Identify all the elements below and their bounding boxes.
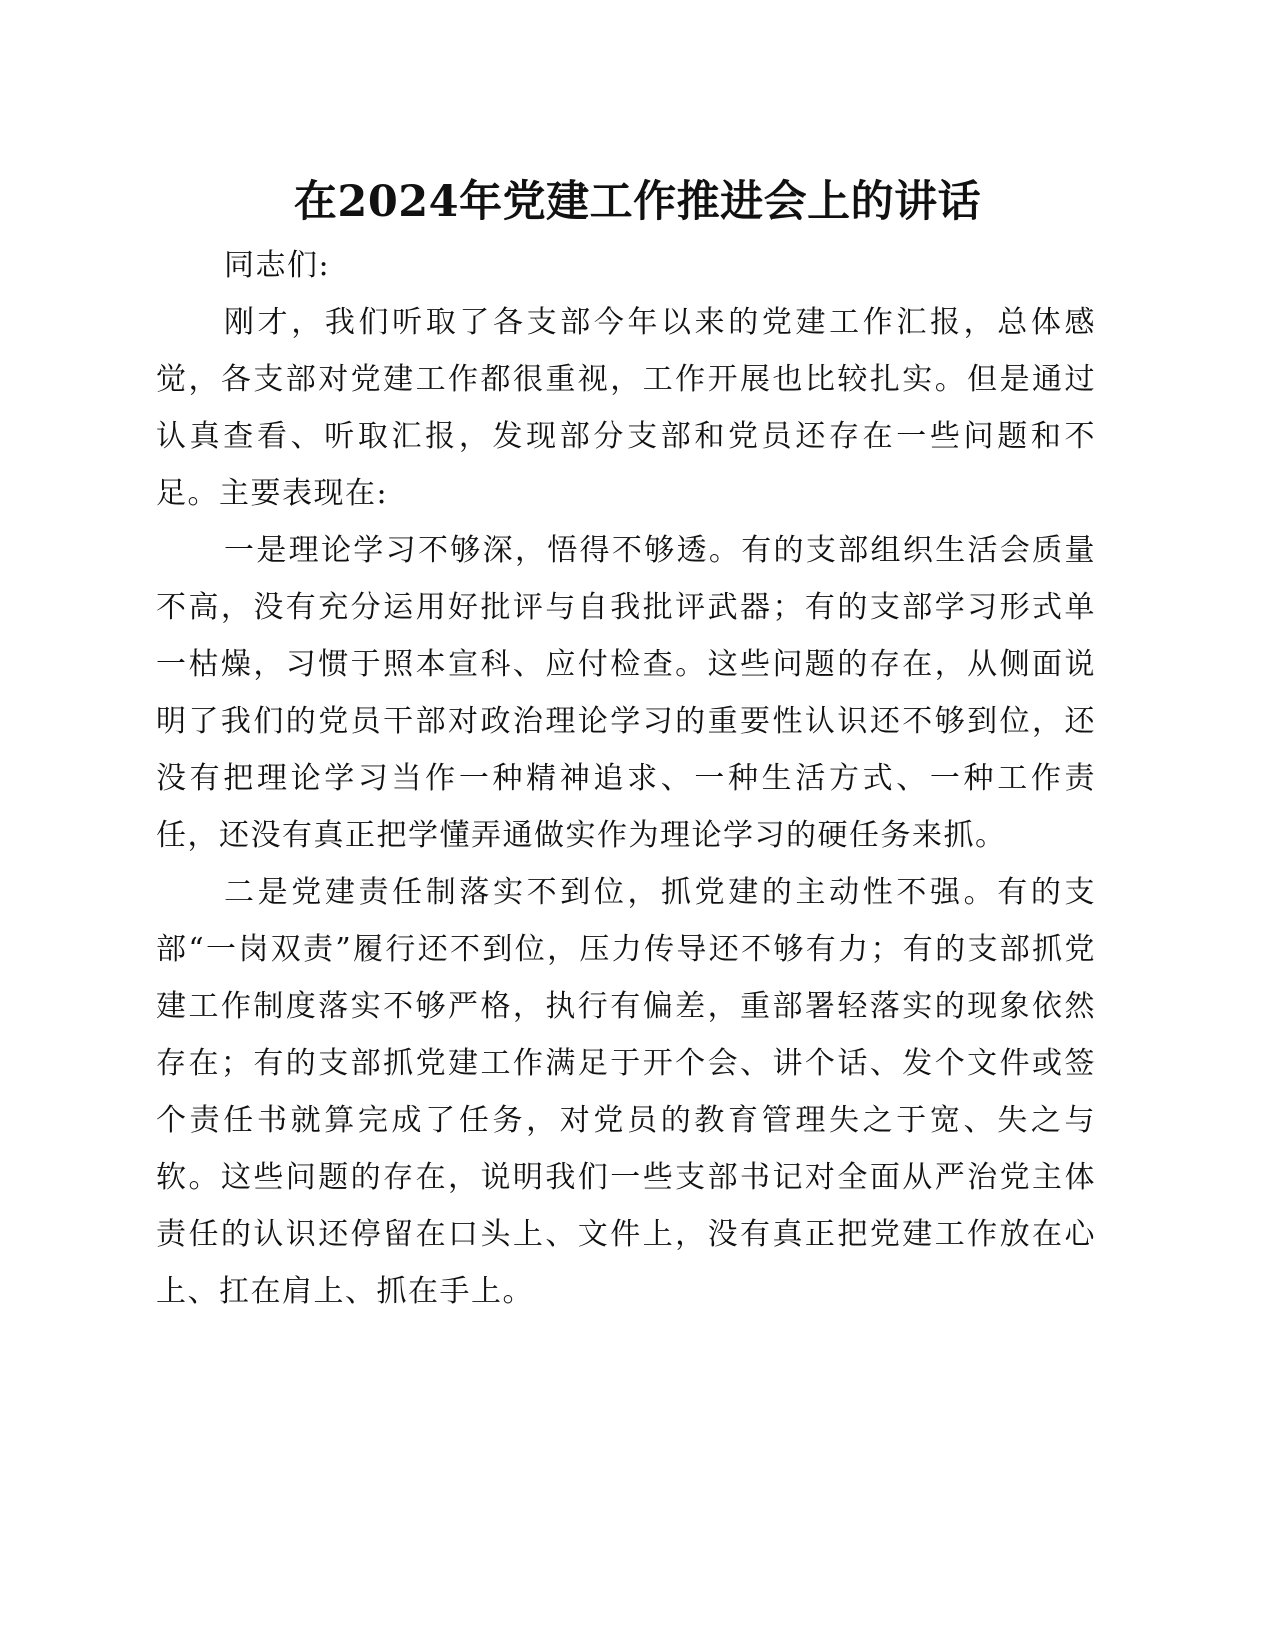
document-body <box>156 237 1096 1320</box>
paragraph-point-two: 二是党建责任制落实不到位，抓党建的主动性不强。有的支部“一岗双责”履行还不到位，压力传导还不够有力；有的支部抓党建工作制度落实不够严格，执行有偏差，重部署轻落实的现象依然存在；有的支部抓党建工作满足于开个会、讲个话、发个文件或签个责任书就算完成了任务，对党员的教育管理失之于宽、失之与软。这些问题的存在，说明我们一些支部书记对全面从严治党主体责任的认识还停留在口头上、文件上，没有真正把党建工作放在心上、扛在肩上、抓在手上。 <box>156 875 1096 1309</box>
paragraph-point-one: 一是理论学习不够深，悟得不够透。有的支部组织生活会质量不高，没有充分运用好批评与自我批评武器；有的支部学习形式单一枯燥，习惯于照本宣科、应付检查。这些问题的存在，从侧面说明了我们的党员干部对政治理论学习的重要性认识还不够到位，还没有把理论学习当作一种精神追求、一种生活方式、一种工作责任，还没有真正把学懂弄通做实作为理论学习的硬任务来抓。 <box>156 533 1096 853</box>
paragraph-intro: 刚才，我们听取了各支部今年以来的党建工作汇报，总体感觉，各支部对党建工作都很重视，工作开展也比较扎实。但是通过认真查看、听取汇报，发现部分支部和党员还存在一些问题和不足。主要表现在: <box>156 305 1096 511</box>
salutation: 同志们: <box>224 248 331 283</box>
document-title: 在2024年党建工作推进会上的讲话 <box>293 177 982 227</box>
